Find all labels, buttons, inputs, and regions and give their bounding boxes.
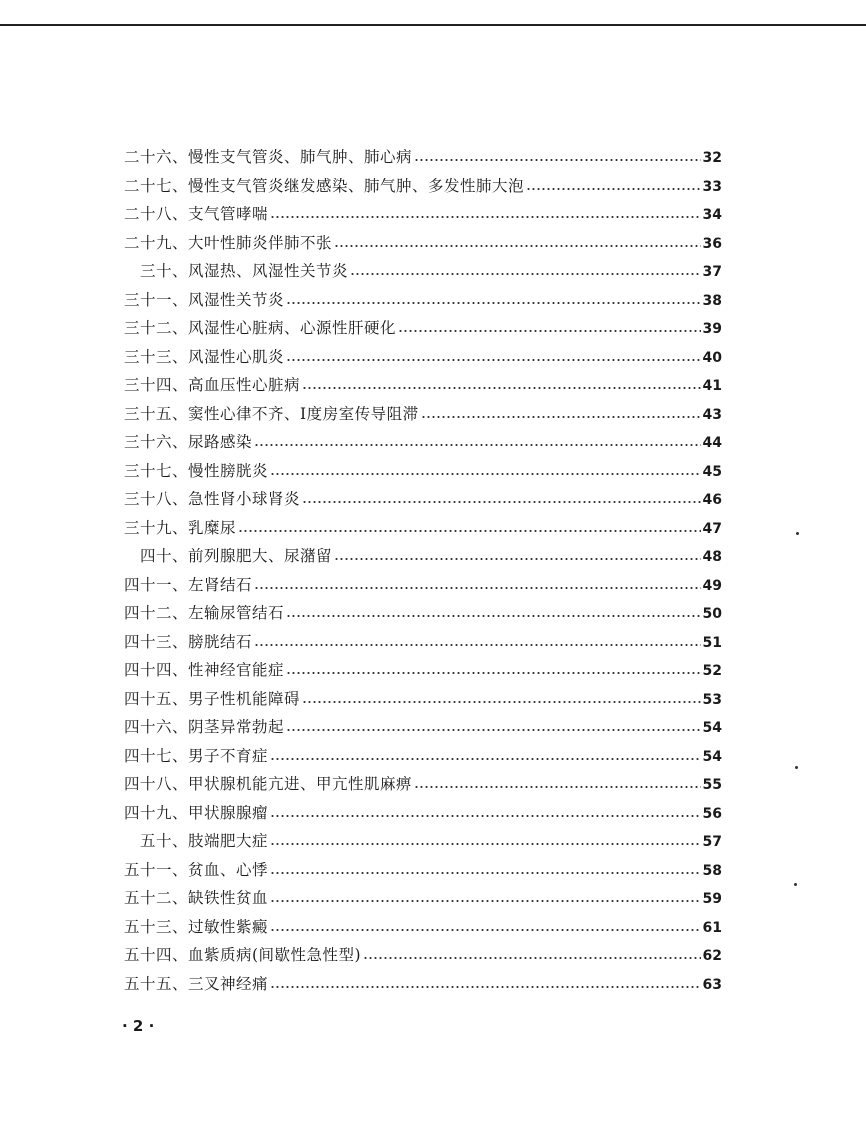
toc-entry-page: 54 — [702, 748, 722, 765]
dot-leader — [270, 215, 701, 219]
toc-entry-page: 39 — [702, 321, 722, 337]
toc-entry-title: 风湿性心脏病、心源性肝硬化 — [188, 319, 397, 337]
toc-entry-page: 63 — [702, 976, 722, 993]
toc-entry — [108, 457, 722, 486]
toc-entry-title: 男子性机能障碍 — [188, 689, 301, 708]
toc-entry-number: 三十四、 — [123, 376, 188, 394]
toc-entry-title: 支气管哮喘 — [188, 205, 269, 223]
toc-entry-page: 51 — [702, 634, 722, 651]
scan-speck — [794, 883, 797, 886]
toc-entry-page: 32 — [702, 150, 722, 166]
toc-entry — [108, 685, 722, 714]
top-rule — [0, 24, 866, 26]
toc-entry-number: 四十六、 — [123, 718, 188, 736]
dot-leader — [270, 757, 701, 761]
toc-entry-title: 贫血、心悸 — [188, 860, 269, 879]
toc-entry-number: 四十三、 — [123, 632, 188, 651]
toc-entry-page: 58 — [702, 862, 722, 879]
toc-entry-title: 男子不育症 — [188, 746, 269, 765]
toc-entry — [108, 827, 722, 856]
toc-entry — [108, 143, 722, 172]
toc-entry-number: 二十八、 — [123, 205, 188, 223]
toc-entry-title: 大叶性肺炎伴肺不张 — [188, 233, 333, 252]
toc-entry-title: 风湿热、风湿性关节炎 — [188, 262, 349, 280]
toc-entry-number: 二十九、 — [123, 233, 188, 252]
scan-speck — [796, 532, 799, 535]
dot-leader — [334, 244, 701, 248]
toc-entry-title: 风湿性关节炎 — [188, 290, 285, 309]
toc-entry-page: 54 — [702, 720, 722, 736]
dot-leader — [526, 187, 701, 191]
scan-speck — [795, 766, 798, 769]
toc-entry-page: 44 — [702, 435, 722, 451]
toc-entry-page: 38 — [702, 292, 722, 309]
dot-leader — [421, 415, 701, 419]
dot-leader — [302, 700, 701, 704]
toc-entry — [108, 371, 722, 400]
toc-entry-page: 49 — [702, 577, 722, 594]
toc-entry-number: 四十九、 — [123, 803, 188, 822]
page-number: · 2 · — [122, 1017, 155, 1035]
toc-entry-number: 五十四、 — [123, 946, 188, 964]
toc-entry-title: 慢性支气管炎、肺气肿、肺心病 — [188, 148, 413, 166]
dot-leader — [286, 614, 701, 618]
toc-entry — [108, 229, 722, 258]
toc-entry-title: 过敏性紫癜 — [188, 917, 269, 936]
toc-entry-page: 33 — [702, 178, 722, 195]
toc-entry-page: 43 — [702, 406, 722, 423]
toc-entry-page: 59 — [702, 891, 722, 907]
toc-entry — [108, 257, 722, 286]
dot-leader — [414, 158, 701, 162]
toc-entry — [108, 713, 722, 742]
toc-entry-number: 三十二、 — [123, 319, 188, 337]
toc-entry-number: 二十七、 — [123, 176, 188, 195]
toc-entry-number: 三十八、 — [123, 490, 188, 508]
toc-entry — [108, 286, 722, 315]
toc-entry — [108, 770, 722, 799]
toc-entry-page: 41 — [702, 378, 722, 394]
toc-entry-title: 慢性膀胱炎 — [188, 461, 269, 480]
toc-entry — [108, 970, 722, 999]
toc-entry-number: 二十六、 — [123, 148, 188, 166]
toc-entry-page: 37 — [702, 264, 722, 280]
toc-entry — [108, 200, 722, 229]
toc-entry-page: 56 — [702, 805, 722, 822]
toc-entry-title: 性神经官能症 — [188, 661, 285, 679]
toc-entry-number: 三十、 — [139, 262, 188, 280]
dot-leader — [286, 671, 701, 675]
toc-entry — [108, 428, 722, 457]
toc-entry-page: 45 — [702, 463, 722, 480]
toc-entry — [108, 542, 722, 571]
toc-entry-title: 前列腺肥大、尿潴留 — [188, 547, 333, 565]
toc-entry-number: 三十一、 — [123, 290, 188, 309]
toc-entry-page: 61 — [702, 919, 722, 936]
toc-entry-title: 三叉神经痛 — [188, 974, 269, 993]
dot-leader — [270, 871, 701, 875]
toc-entry-title: 风湿性心肌炎 — [188, 347, 285, 366]
toc-entry-number: 四十一、 — [123, 575, 188, 594]
dot-leader — [363, 956, 700, 960]
toc-entry-number: 四十五、 — [123, 689, 188, 708]
toc-entry-page: 53 — [702, 691, 722, 708]
toc-entry — [108, 628, 722, 657]
toc-entry-number: 五十、 — [139, 832, 188, 850]
dot-leader — [414, 785, 701, 789]
toc-entry — [108, 599, 722, 628]
toc-entry — [108, 656, 722, 685]
dot-leader — [286, 301, 701, 305]
toc-entry-page: 57 — [702, 834, 722, 850]
toc-entry-number: 三十五、 — [123, 404, 188, 423]
toc-entry-number: 四十八、 — [123, 775, 188, 793]
dot-leader — [302, 386, 701, 390]
toc-entry-title: 阴茎异常勃起 — [188, 718, 285, 736]
table-of-contents — [108, 143, 722, 998]
toc-entry — [108, 485, 722, 514]
toc-entry-number: 三十六、 — [123, 433, 188, 451]
toc-entry — [108, 884, 722, 913]
toc-entry — [108, 172, 722, 201]
toc-entry-page: 50 — [702, 606, 722, 622]
toc-entry — [108, 799, 722, 828]
toc-entry-number: 五十一、 — [123, 860, 188, 879]
toc-entry-page: 46 — [702, 492, 722, 508]
toc-entry-title: 左肾结石 — [188, 575, 253, 594]
toc-entry-title: 高血压性心脏病 — [188, 376, 301, 394]
toc-entry-title: 甲状腺腺瘤 — [188, 803, 269, 822]
dot-leader — [270, 842, 701, 846]
toc-entry-page: 47 — [702, 520, 722, 537]
toc-entry-number: 五十二、 — [123, 889, 188, 907]
toc-entry — [108, 343, 722, 372]
toc-entry-title: 甲状腺机能亢进、甲亢性肌麻痹 — [188, 775, 413, 793]
dot-leader — [286, 728, 701, 732]
toc-entry-title: 乳糜尿 — [188, 518, 237, 537]
toc-entry — [108, 400, 722, 429]
toc-entry — [108, 913, 722, 942]
toc-entry-title: 窦性心律不齐、Ⅰ度房室传导阻滞 — [188, 404, 419, 423]
dot-leader — [270, 985, 701, 989]
toc-entry-title: 缺铁性贫血 — [188, 889, 269, 907]
toc-entry — [108, 514, 722, 543]
dot-leader — [270, 928, 701, 932]
toc-entry — [108, 856, 722, 885]
toc-entry — [108, 314, 722, 343]
toc-entry-number: 三十七、 — [123, 461, 188, 480]
toc-entry-number: 五十五、 — [123, 974, 188, 993]
toc-entry-number: 三十九、 — [123, 518, 188, 537]
toc-entry-page: 34 — [702, 207, 722, 223]
toc-entry-page: 52 — [702, 663, 722, 679]
toc-entry-title: 膀胱结石 — [188, 632, 253, 651]
toc-entry-page: 40 — [702, 349, 722, 366]
toc-entry-page: 48 — [702, 549, 722, 565]
toc-entry-title: 肢端肥大症 — [188, 832, 269, 850]
dot-leader — [270, 472, 701, 476]
dot-leader — [270, 899, 701, 903]
toc-entry-number: 四十二、 — [123, 604, 188, 622]
toc-entry — [108, 941, 722, 970]
toc-entry — [108, 571, 722, 600]
dot-leader — [286, 358, 701, 362]
toc-entry-number: 四十、 — [139, 547, 188, 565]
dot-leader — [254, 586, 701, 590]
toc-entry-number: 四十四、 — [123, 661, 188, 679]
dot-leader — [270, 814, 701, 818]
toc-entry — [108, 742, 722, 771]
toc-entry-title: 左输尿管结石 — [188, 604, 285, 622]
dot-leader — [302, 500, 701, 504]
dot-leader — [398, 329, 701, 333]
toc-entry-number: 五十三、 — [123, 917, 188, 936]
dot-leader — [254, 443, 701, 447]
dot-leader — [350, 272, 701, 276]
dot-leader — [334, 557, 701, 561]
toc-entry-title: 尿路感染 — [188, 433, 253, 451]
toc-entry-page: 55 — [702, 777, 722, 793]
toc-entry-number: 四十七、 — [123, 746, 188, 765]
toc-entry-title: 血紫质病(间歇性急性型) — [188, 946, 362, 964]
toc-entry-page: 36 — [702, 235, 722, 252]
dot-leader — [238, 529, 701, 533]
toc-entry-page: 62 — [702, 948, 722, 964]
toc-entry-number: 三十三、 — [123, 347, 188, 366]
toc-entry-title: 慢性支气管炎继发感染、肺气肿、多发性肺大泡 — [188, 176, 525, 195]
toc-entry-title: 急性肾小球肾炎 — [188, 490, 301, 508]
dot-leader — [254, 643, 701, 647]
